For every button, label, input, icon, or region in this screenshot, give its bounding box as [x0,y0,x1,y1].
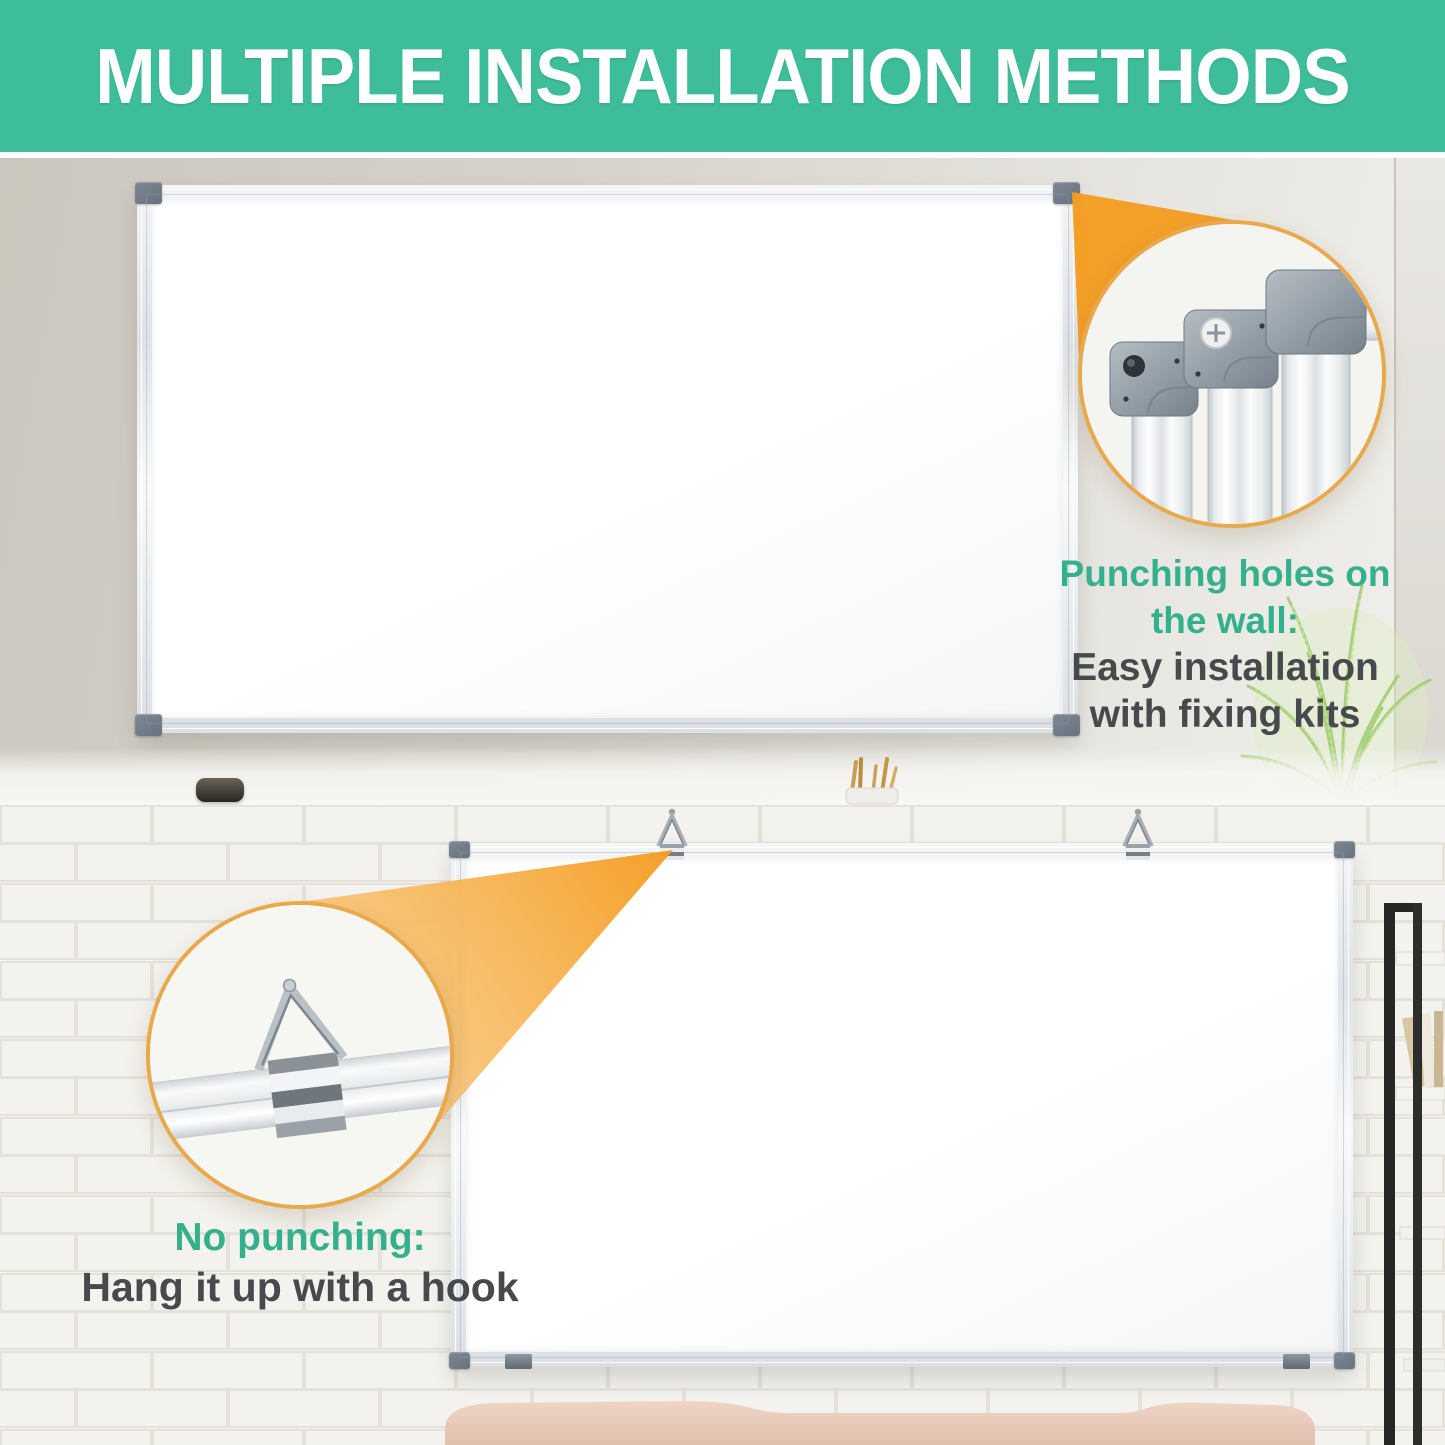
method1-desc-line2: with fixing kits [1089,693,1361,736]
hook-clip [268,1052,347,1138]
detail-circle-hook [146,901,454,1209]
method2-label: No punching: [174,1216,426,1259]
method1-desc-line1: Easy installation [1071,646,1379,689]
corner-fixings-illustration [1082,224,1382,524]
desk-object [196,778,244,802]
page-title: MULTIPLE INSTALLATION METHODS [95,31,1350,120]
method1-label-line2: the wall: [1150,600,1300,641]
detail-circle-corner-fixings [1078,220,1386,528]
method2-caption [50,1213,550,1313]
method1-label-line1: Punching holes on [1059,553,1391,594]
pencil-cup [838,746,908,805]
method2-desc: Hang it up with a hook [81,1264,519,1310]
sofa [430,1395,1330,1445]
section-wall-mount [0,158,1445,805]
hook-detail-illustration [150,905,450,1205]
method1-caption [995,550,1445,738]
header-banner [0,0,1445,152]
section-hook-mount [0,805,1445,1445]
